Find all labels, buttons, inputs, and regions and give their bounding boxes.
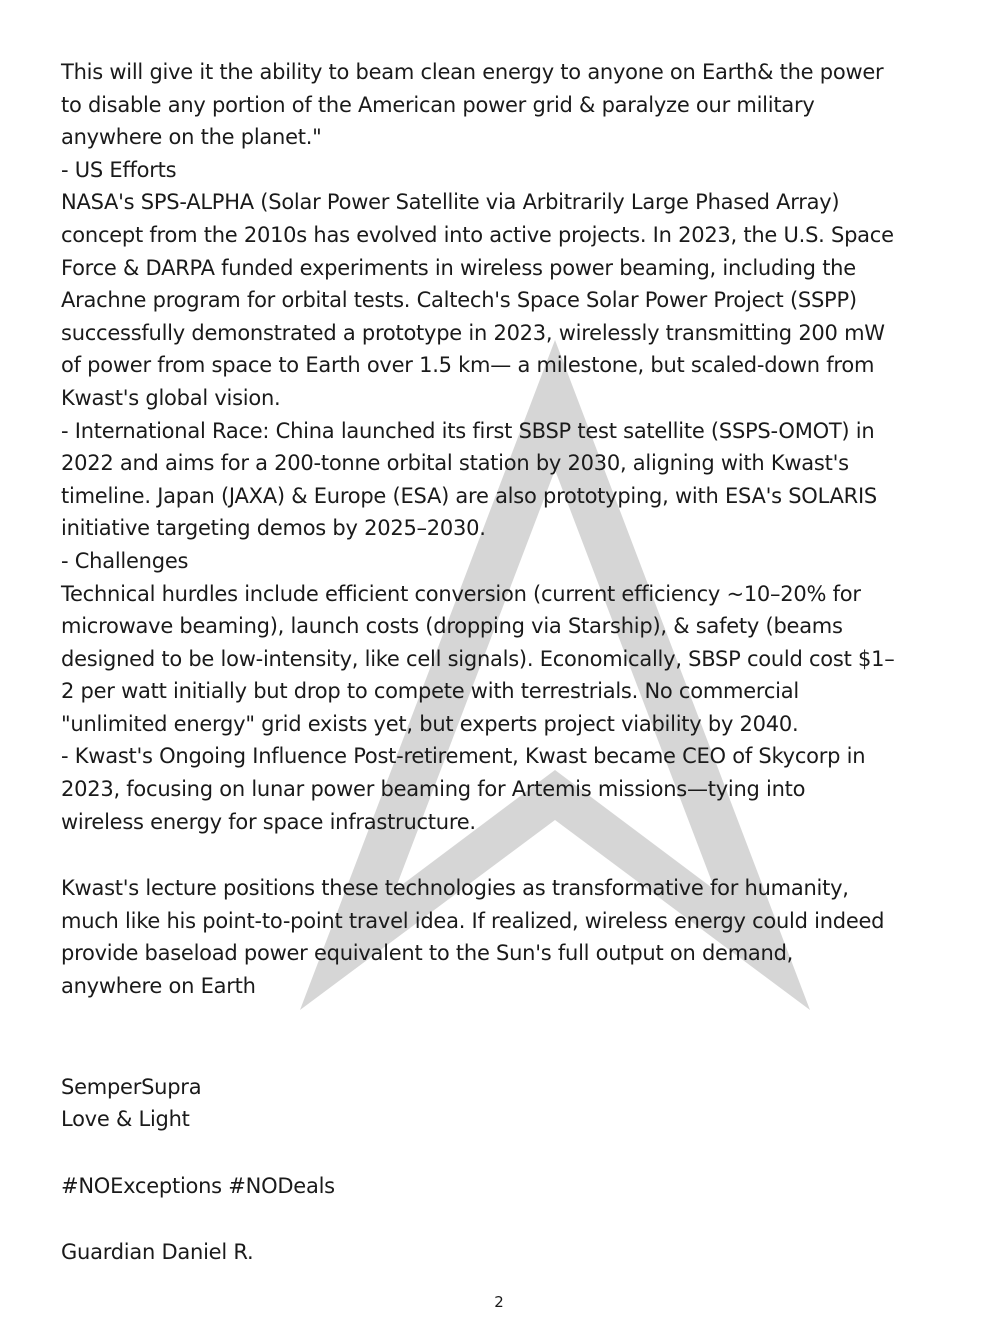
text-line: Technical hurdles include efficient conversion (current efficiency ~10–20% for xyxy=(61,581,861,606)
text-line: wireless energy for space infrastructure. xyxy=(61,809,476,834)
text-line: successfully demonstrated a prototype in 2023, wirelessly transmitting 200 mW xyxy=(61,320,885,345)
page-number: 2 xyxy=(494,1293,504,1311)
text-line: anywhere on the planet." xyxy=(61,125,322,150)
text-line: initiative targeting demos by 2025–2030. xyxy=(61,516,486,541)
text-line: - International Race: China launched its first SBSP test satellite (SSPS-OMOT) in xyxy=(61,418,875,443)
text-line: provide baseload power equivalent to the Sun's full output on demand, xyxy=(61,941,794,966)
text-line: microwave beaming), launch costs (dropping via Starship), & safety (beams xyxy=(61,614,843,639)
closing-paragraph xyxy=(61,872,961,1002)
text-line: of power from space to Earth over 1.5 km— a milestone, but scaled-down from xyxy=(61,353,875,378)
author-name: Guardian Daniel R. xyxy=(61,1240,254,1264)
text-line: designed to be low-intensity, like cell signals). Economically, SBSP could cost $1– xyxy=(61,646,895,671)
text-line: Arachne program for orbital tests. Caltech's Space Solar Power Project (SSPP) xyxy=(61,288,857,313)
text-line: concept from the 2010s has evolved into active projects. In 2023, the U.S. Space xyxy=(61,222,894,247)
text-line: - Kwast's Ongoing Influence Post-retirement, Kwast became CEO of Skycorp in xyxy=(61,744,866,769)
text-line: 2 per watt initially but drop to compete with terrestrials. No commercial xyxy=(61,679,799,704)
body-text xyxy=(61,56,961,838)
text-line: Force & DARPA funded experiments in wireless power beaming, including the xyxy=(61,255,856,280)
text-line: NASA's SPS-ALPHA (Solar Power Satellite via Arbitrarily Large Phased Array) xyxy=(61,190,840,215)
text-line: anywhere on Earth xyxy=(61,973,256,998)
text-line: - Challenges xyxy=(61,548,189,573)
text-line: 2023, focusing on lunar power beaming for Artemis missions—tying into xyxy=(61,777,806,802)
text-line: - US Efforts xyxy=(61,157,177,182)
signoff-greeting: Love & Light xyxy=(61,1107,190,1131)
text-line: much like his point-to-point travel idea. If realized, wireless energy could indeed xyxy=(61,908,885,933)
text-line: This will give it the ability to beam clean energy to anyone on Earth& the power xyxy=(61,60,884,84)
text-line: Kwast's global vision. xyxy=(61,385,281,410)
hashtags: #NOExceptions #NODeals xyxy=(61,1174,335,1198)
text-line: Kwast's lecture positions these technologies as transformative for humanity, xyxy=(61,876,849,900)
signoff-motto: SemperSupra xyxy=(61,1075,202,1099)
text-line: "unlimited energy" grid exists yet, but experts project viability by 2040. xyxy=(61,711,799,736)
text-line: to disable any portion of the American power grid & paralyze our military xyxy=(61,92,815,117)
text-line: timeline. Japan (JAXA) & Europe (ESA) are also prototyping, with ESA's SOLARIS xyxy=(61,483,877,508)
text-line: 2022 and aims for a 200-tonne orbital station by 2030, aligning with Kwast's xyxy=(61,451,849,476)
